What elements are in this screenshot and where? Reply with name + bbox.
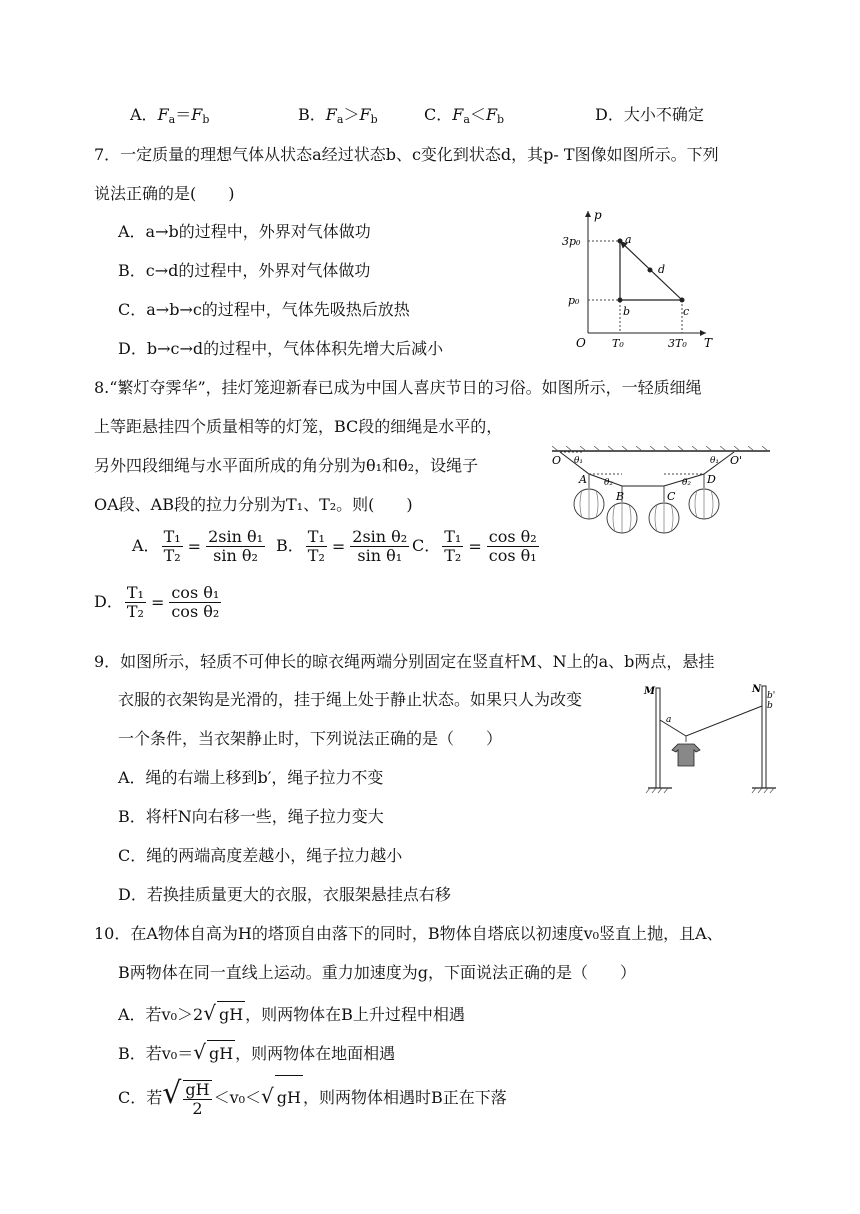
q10-stem-line1: 10．在A物体自高为H的塔顶自由落下的同时，B物体自塔底以初速度v₀竖直上抛，且A、	[94, 924, 723, 943]
label-n: N	[752, 684, 762, 695]
q7-stem-line1: 7．一定质量的理想气体从状态a经过状态b、c变化到状态d，其p- T图像如图所示。下列	[94, 145, 719, 164]
q8-stem-line1: 8.“繁灯夺霁华”，挂灯笼迎新春已成为中国人喜庆节日的习俗。如图所示，一轻质细绳	[94, 378, 702, 397]
q7-option-a: A．a→b的过程中，外界对气体做功	[118, 222, 371, 241]
label-theta2-right: θ₂	[682, 478, 692, 488]
q10-option-c: C．若√ $\frac{gH}{2}$ ＜v₀＜√ gH ，则两物体相遇时B正在下落	[118, 1072, 507, 1120]
point-d: d	[658, 263, 666, 276]
q7-option-c: C．a→b→c的过程中，气体先吸热后放热	[118, 300, 410, 319]
q10-stem-line2: B两物体在同一直线上运动。重力加速度为g，下面说法正确的是（ ）	[118, 963, 637, 982]
point-a: a	[625, 233, 632, 246]
q8-stem-line2: 上等距悬挂四个质量相等的灯笼，BC段的细绳是水平的，	[94, 417, 503, 436]
q8-option-a: A． $\frac{\text{T₁}}{\text{T₂}}$ = $\frac{\text{2sin θ₁}}{\text{sin θ₂}}$	[132, 527, 264, 565]
label-b: B	[616, 490, 625, 503]
q7-stem-line2: 说法正确的是( )	[94, 184, 235, 203]
q7-option-b: B．c→d的过程中，外界对气体做功	[118, 261, 371, 280]
q7-pt-graph	[560, 205, 725, 350]
q10-option-a: A．若v₀＞2√ gH ，则两物体在B上升过程中相遇	[118, 1000, 465, 1028]
tick-t0: T₀	[612, 337, 624, 350]
label-theta1-right: θ₁	[710, 456, 720, 466]
label-theta2-left: θ₂	[604, 478, 614, 488]
q10-option-b: B．若v₀＝√ gH ，则两物体在地面相遇	[118, 1039, 395, 1067]
q9-option-d: D．若换挂质量更大的衣服，衣服架悬挂点右移	[118, 885, 451, 904]
q8-stem-line3: 另外四段细绳与水平面所成的角分别为θ₁和θ₂，设绳子	[94, 456, 479, 475]
q9-option-b: B．将杆N向右移一些，绳子拉力变大	[118, 807, 384, 826]
p-axis-label: p	[594, 208, 602, 222]
t-axis-label: T	[704, 336, 713, 350]
tick-p0: p₀	[568, 294, 580, 307]
q7-option-d: D．b→c→d的过程中，气体体积先增大后减小	[118, 339, 444, 358]
q6-option-c: C．$F_a<F_b$	[424, 105, 505, 126]
label-a: A	[579, 473, 587, 486]
q6-option-d: D．大小不确定	[595, 105, 704, 124]
label-m: M	[644, 686, 656, 697]
point-c: c	[683, 305, 690, 318]
q9-clothesline-figure	[640, 680, 780, 795]
q9-stem-line1: 9．如图所示，轻质不可伸长的晾衣绳两端分别固定在竖直杆M、N上的a、b两点，悬挂	[94, 652, 715, 671]
q8-lantern-figure	[552, 446, 770, 546]
q9-option-c: C．绳的两端高度差越小，绳子拉力越小	[118, 846, 403, 865]
q9-option-a: A．绳的右端上移到b′，绳子拉力不变	[118, 768, 384, 787]
point-b: b	[623, 305, 631, 318]
label-b-prime: b'	[767, 691, 776, 701]
q9-stem-line3: 一个条件，当衣架静止时，下列说法正确的是（ ）	[118, 729, 503, 748]
label-o-prime: O'	[730, 454, 743, 467]
label-c: C	[667, 490, 676, 503]
label-d: D	[707, 473, 716, 486]
label-a: a	[666, 715, 672, 725]
q6-option-b: B．$F_a>F_b$	[298, 105, 378, 126]
q8-option-c: C． $\frac{\text{T₁}}{\text{T₂}}$ = $\frac{\text{cos θ₂}}{\text{cos θ₁}}$	[412, 527, 537, 565]
q6-option-a: A．$F_a=F_b$	[130, 105, 210, 126]
tick-3t0: 3T₀	[668, 337, 687, 350]
q9-stem-line2: 衣服的衣架钩是光滑的，挂于绳上处于静止状态。如果只人为改变	[118, 690, 583, 709]
label-o: O	[552, 454, 562, 467]
q8-option-b: B． $\frac{\text{T₁}}{\text{T₂}}$ = $\frac{\text{2sin θ₂}}{\text{sin θ₁}}$	[276, 527, 408, 565]
q8-stem-line4: OA段、AB段的拉力分别为T₁、T₂。则( )	[94, 495, 413, 514]
label-b: b	[767, 701, 773, 711]
origin-label: O	[576, 336, 586, 350]
label-theta1-left: θ₁	[574, 456, 584, 466]
q8-option-d: D． $\frac{\text{T₁}}{\text{T₂}}$ = $\frac{\text{cos θ₁}}{\text{cos θ₂}}$	[94, 583, 220, 621]
tick-3p0: 3p₀	[562, 235, 581, 248]
